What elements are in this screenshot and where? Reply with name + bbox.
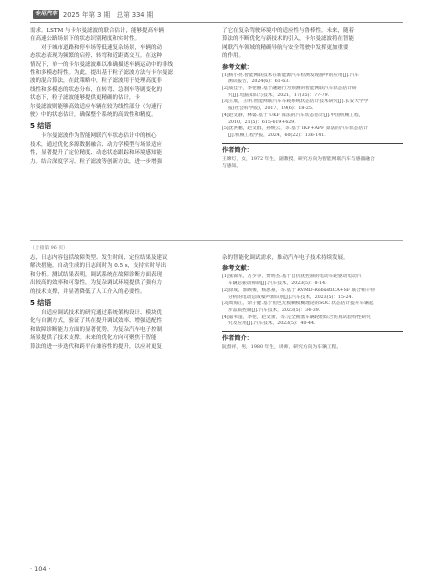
text-line: 性，显著提升了定位精度、动态状态跟踪和环境感知能 bbox=[30, 150, 163, 157]
reference-entry: 车辆总振动抑制[J].汽车技术，2023(5)：8-14. bbox=[228, 281, 327, 287]
article-a-left-column bbox=[30, 27, 211, 166]
reference-entry: [J].机械工程学报，2024，60(22)：136-141. bbox=[228, 132, 326, 138]
reference-entry: [2]成佳宇，李伦丽.基于融通行为预测的智能网联汽车状态估计研 bbox=[222, 86, 357, 92]
reference-entry: 报(社会科学版)，2017，19(6)：18-25. bbox=[228, 106, 314, 112]
text-line: 情况下，单一的卡尔曼滤波难以准确描述车辆运动中的非线 bbox=[30, 61, 174, 68]
text-line: 对于城市道路和停车场等低速复杂场景，车辆的动 bbox=[41, 44, 163, 51]
section-heading: 5 结语 bbox=[30, 122, 52, 131]
references-heading: 参考文献： bbox=[222, 63, 253, 71]
text-line: 场景提供了技术支撑。未来的优化方向可聚焦于智能 bbox=[30, 335, 157, 342]
reference-entry: [1]张锦军，万少争，贾明杰.基于自抗扰控制的电动车轮驱动电动汽 bbox=[222, 274, 362, 280]
text-line: 算法的进一步迭代和跨平台兼容性的提升，以应对更复 bbox=[30, 343, 163, 350]
text-line: 的技术支撑，并显著降低了人工介入的必要性。 bbox=[30, 288, 146, 295]
reference-entry: [1]杨小亮.智能网联技术在新能源汽车检测发现静中的应用[J].汽车 bbox=[222, 72, 360, 78]
text-line: 驶）中的状态估计，确保整个系统的高效性和精度。 bbox=[30, 112, 157, 119]
reference-entry: 究及应用[J].汽车技术，2023(5)：40-44. bbox=[228, 321, 316, 327]
text-line: 算法的不断优化与新技术的引入，卡尔曼滤波将在智能 bbox=[222, 36, 355, 43]
reference-entry: 步品质控制[J].汽车技术，2023(5)：34-39. bbox=[228, 307, 321, 313]
reference-entry: [2]徐成，郭顾俊，杨思豪，等.基于 RVMD-RobustICA+SF 联合相干特 bbox=[222, 287, 376, 293]
reference-entry: 究[J].电脑知识与技术，2021，17(35)：77-79. bbox=[228, 92, 330, 98]
reference-entry: [3]王康，王明.智能网联汽车车载系统状态估计技术研究[J].长安大学学 bbox=[222, 99, 369, 105]
article-divider bbox=[30, 240, 403, 241]
issue-info: 2025 年第 3 期 总第 334 期 bbox=[63, 11, 154, 19]
article-b-right-column bbox=[222, 254, 403, 351]
text-line: 出较高的效率和可靠性，为复杂调试环境提供了强有力 bbox=[30, 280, 163, 287]
text-line: 和分析。测试结果表明，调试系统在故障诊断方面表现 bbox=[30, 271, 163, 278]
author-separator bbox=[222, 143, 403, 144]
article-b-left-column bbox=[30, 254, 211, 351]
text-line: 自适应调试技术的研究通过系统架构设计、模块优 bbox=[41, 310, 163, 317]
reference-entry: [4]董苇蓬，李伦，赵文蕾，等.完全拥塞车辆轮胎综合仿真试验特性研究 bbox=[222, 314, 371, 320]
text-line: 技术，通过优化多源数据融合、动力学模型与场景适应 bbox=[30, 141, 163, 148]
text-line: 志，日志内容包括故障类型、发生时间、定位结果及建议 bbox=[30, 255, 168, 261]
text-line: 的作用。 bbox=[222, 53, 245, 60]
article-a-right-column bbox=[222, 27, 403, 170]
reference-entry: [5]沈洪鹏，赵文群，孙焕云，等.基于 IKF+APF 算法的汽车状态估计 bbox=[222, 126, 368, 132]
text-line: 化与自测方式，验证了其在提升调试效率、增强适配性 bbox=[30, 318, 163, 325]
text-line: 卡尔曼滤波作为智能网联汽车状态估计中的核心 bbox=[41, 133, 157, 140]
author-heading: 作者简介： bbox=[222, 146, 253, 154]
journal-logo: 专用汽车 bbox=[34, 11, 58, 17]
continuation-label: （上接第 96 页） bbox=[30, 246, 68, 251]
page-number: · 104 · bbox=[30, 565, 51, 573]
text-line: 杂的智能化调试需求，推动汽车电子技术持续发展。 bbox=[222, 255, 349, 261]
author-bio-line: 与感知。 bbox=[222, 163, 242, 169]
reference-entry: 分析的电动总成噪声源识别[J].汽车技术，2023(5)：15-24. bbox=[228, 294, 353, 300]
text-line: 态状态表现为频繁的启停、转弯和近距离交互。在这种 bbox=[30, 53, 163, 60]
reference-entry: 2010，21(5)：615-619+629. bbox=[228, 119, 296, 125]
text-line: 波的混合算法，在此策略中，粒子滤波用于处理高度非 bbox=[30, 78, 163, 85]
text-line: 尔曼滤波则能够高效适应车辆在较为线性部分（匀速行 bbox=[30, 103, 163, 110]
reference-entry: [3]周海江，余子健.基于鱼色无模糊模糊理论的SOC 状态估计提升车辆起 bbox=[222, 301, 374, 307]
author-bio-line: 王嫦灯，女，1972 年生，副教授，研究方向为智能网联汽车与感器融合 bbox=[222, 156, 375, 162]
author-bio-line: 阮督祥，男，1980 年生，讲师，研究方向为车辆工程。 bbox=[222, 345, 342, 351]
text-line: 了它在复杂驾驶环境中的适应性与鲁棒性。未来，随着 bbox=[222, 28, 355, 34]
author-separator bbox=[222, 331, 403, 332]
references-heading: 参考文献： bbox=[222, 265, 253, 273]
text-line: 性和多模态特性。为此，提出基于粒子滤波方法与卡尔曼滤 bbox=[30, 70, 174, 77]
header-rule bbox=[30, 22, 403, 23]
reference-entry: 测试报告，2024(6)：61-63. bbox=[228, 79, 290, 85]
reference-entry: [4]赵文静，林婆.基于 UKF 算法的汽车状态估计[J].中国机械工程， bbox=[222, 112, 364, 118]
text-line: 和故障诊断能力方面的显著优势，为复杂汽车电子控制 bbox=[30, 326, 163, 333]
text-line: 线性和多模态的状态分布，在转弯、急刹车等剧变化的 bbox=[30, 86, 163, 93]
text-line: 需求。LSTM 与卡尔曼滤波的联合估计，能够提高车辆 bbox=[30, 28, 164, 34]
section-heading: 5 结语 bbox=[30, 299, 52, 308]
text-line: 力。结合深度学习、粒子滤波等创新方法，进一步增强 bbox=[30, 158, 163, 165]
text-line: 状态下，粒子滤波能够提供更精确的估计，卡 bbox=[30, 95, 141, 102]
text-line: 在高速公路场景下的状态识别精度和实时性。 bbox=[30, 36, 141, 43]
author-heading: 作者简介： bbox=[222, 335, 253, 343]
text-line: 解决措施。自动生成的日志间时为 0.5 s，支持实时导出 bbox=[30, 263, 167, 270]
text-line: 网联汽车领域的精确导航与安全驾驶中发挥更加重要 bbox=[222, 44, 349, 51]
